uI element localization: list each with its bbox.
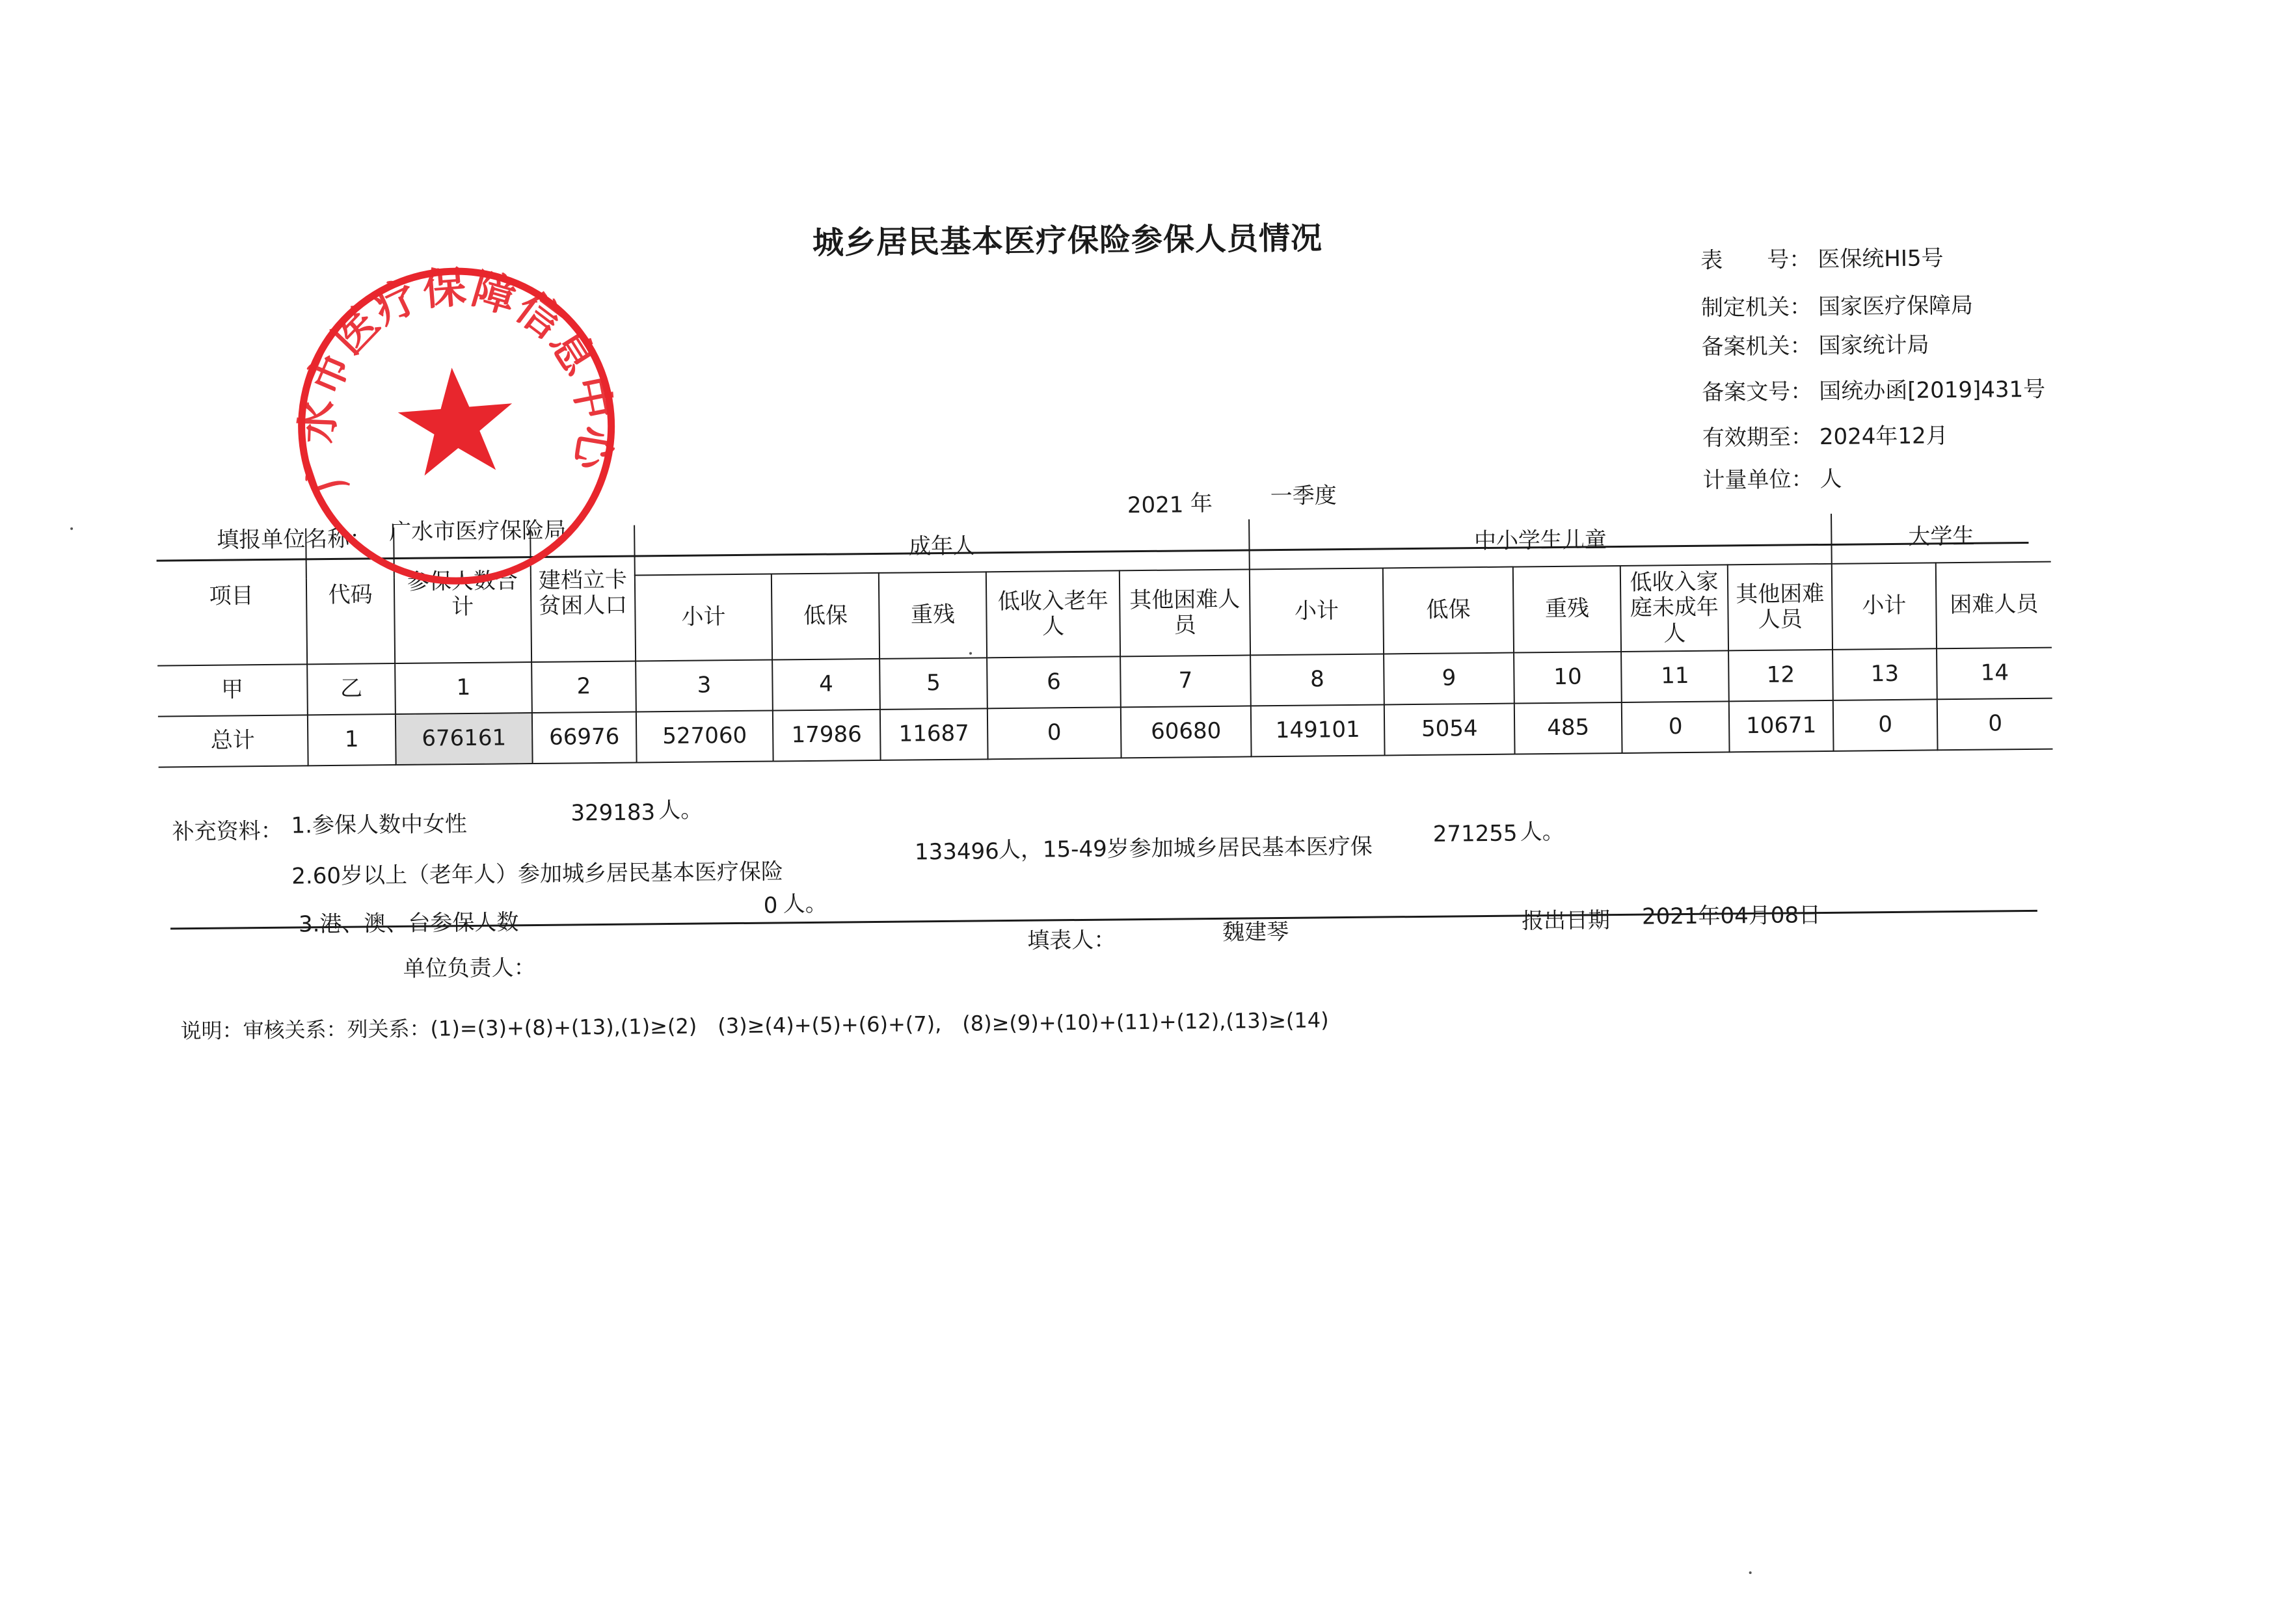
issuer-value: 国家医疗保障局 bbox=[1818, 292, 1974, 321]
index-cell: 甲 bbox=[157, 664, 308, 716]
header-adult-subtotal: 小计 bbox=[635, 574, 772, 661]
total-row-label: 总计 bbox=[158, 715, 308, 767]
header-student-disabled: 重残 bbox=[1513, 566, 1621, 653]
header-item: 项目 bbox=[156, 528, 307, 665]
header-poverty: 建档立卡贫困人口 bbox=[530, 526, 636, 663]
star-icon bbox=[395, 363, 517, 477]
supplement-elderly-count: 133496 bbox=[914, 838, 999, 866]
index-cell: 13 bbox=[1832, 648, 1937, 700]
total-row-cell: 527060 bbox=[636, 710, 773, 762]
filing-no-label: 备案文号： bbox=[1702, 379, 1813, 406]
form-no-value: 医保统HI5号 bbox=[1818, 245, 1944, 273]
report-year: 2021 bbox=[1127, 492, 1184, 519]
header-total: 参保人数合计 bbox=[394, 526, 531, 663]
header-student-other-hardship: 其他困难人员 bbox=[1728, 564, 1832, 651]
seal-graphic bbox=[282, 251, 632, 601]
total-row-cell: 485 bbox=[1514, 702, 1622, 754]
supplement-line1-text: 1.参保人数中女性 bbox=[291, 811, 468, 839]
unit-value: 人 bbox=[1819, 466, 1842, 493]
scan-speck bbox=[1749, 1571, 1752, 1574]
index-cell: 7 bbox=[1120, 655, 1251, 707]
group-header-student: 中小学生儿童 bbox=[1249, 514, 1832, 570]
header-college-hardship: 困难人员 bbox=[1936, 562, 2052, 649]
report-date-value: 2021年04月08日 bbox=[1641, 902, 1821, 930]
total-row-cell: 10671 bbox=[1729, 700, 1834, 752]
group-header-college: 大学生 bbox=[1831, 512, 2051, 564]
year-label: 年 bbox=[1190, 490, 1213, 517]
index-cell: 乙 bbox=[307, 663, 396, 715]
total-row-cell: 0 bbox=[1937, 699, 2053, 751]
scan-speck bbox=[70, 527, 73, 530]
index-cell: 4 bbox=[772, 659, 880, 711]
supplement-15-49-count: 271255 bbox=[1432, 820, 1518, 847]
unit-label: 计量单位： bbox=[1702, 466, 1814, 494]
total-row-cell: 5054 bbox=[1384, 704, 1515, 756]
filler-name: 魏建琴 bbox=[1222, 918, 1289, 946]
index-cell: 5 bbox=[879, 658, 987, 710]
supplement-line2-unit: 人。 bbox=[1520, 818, 1564, 845]
filing-org-label: 备案机关： bbox=[1701, 333, 1812, 360]
index-cell: 14 bbox=[1937, 648, 2052, 700]
index-cell: 11 bbox=[1621, 650, 1729, 702]
header-college-subtotal: 小计 bbox=[1832, 563, 1937, 650]
valid-until-value: 2024年12月 bbox=[1819, 423, 1948, 451]
index-cell: 2 bbox=[531, 661, 636, 713]
valid-until-label: 有效期至： bbox=[1702, 424, 1814, 451]
issuer-label: 制定机关： bbox=[1700, 294, 1812, 321]
supplement-line2-mid: 人，15-49岁参加城乡居民基本医疗保 bbox=[998, 833, 1373, 864]
header-adult-other-hardship: 其他困难人员 bbox=[1120, 569, 1250, 656]
total-row-cell: 0 bbox=[1622, 701, 1730, 753]
filing-org-value: 国家统计局 bbox=[1818, 332, 1929, 360]
reporter-label: 填报单位名称： bbox=[217, 526, 372, 553]
filing-no-value: 国统办函[2019]431号 bbox=[1819, 376, 2046, 405]
header-student-low-income-minor: 低收入家庭未成年人 bbox=[1620, 565, 1728, 652]
index-cell: 3 bbox=[636, 659, 773, 712]
total-row-cell: 60680 bbox=[1121, 706, 1252, 758]
total-row-cell: 17986 bbox=[773, 710, 881, 762]
index-cell: 8 bbox=[1250, 654, 1384, 706]
total-row-cell: 66976 bbox=[532, 712, 637, 764]
seal-lettering-path: 广水市医疗保障信息中心 bbox=[292, 261, 621, 500]
form-no-label: 表 号： bbox=[1700, 246, 1812, 274]
header-adult-low-income-elderly: 低收入老年人 bbox=[986, 570, 1120, 658]
supplement-line3-unit: 人。 bbox=[783, 890, 827, 918]
report-title: 城乡居民基本医疗保险参保人员情况 bbox=[812, 220, 1323, 261]
index-cell: 10 bbox=[1514, 652, 1622, 704]
supplement-line3-text: 3.港、澳、台参保人数 bbox=[298, 909, 519, 938]
total-row-cell: 11687 bbox=[880, 708, 988, 760]
supplement-line1-unit: 人。 bbox=[658, 797, 703, 824]
total-row-code: 1 bbox=[308, 714, 396, 765]
group-header-adult: 成年人 bbox=[634, 519, 1250, 575]
index-cell: 12 bbox=[1728, 650, 1833, 702]
header-student-subtotal: 小计 bbox=[1250, 568, 1384, 655]
supplement-hmt-count: 0 bbox=[763, 892, 778, 919]
reporter-value: 广水市医疗保险局 bbox=[389, 517, 567, 546]
index-cell: 9 bbox=[1384, 653, 1514, 705]
index-cell: 1 bbox=[395, 662, 532, 714]
total-row-cell: 0 bbox=[1833, 699, 1938, 751]
total-row-cell: 0 bbox=[987, 707, 1121, 759]
unit-head-label: 单位负责人： bbox=[403, 955, 536, 982]
supplement-line2-text: 2.60岁以上（老年人）参加城乡居民基本医疗保险 bbox=[291, 859, 784, 890]
filler-label: 填表人： bbox=[1027, 927, 1116, 954]
report-period: 一季度 bbox=[1270, 483, 1337, 510]
audit-note: 说明：审核关系：列关系：(1)=(3)+(8)+(13),(1)≥(2) (3)≥(4)+(5)+(6)+(7), (8)≥(9)+(10)+(11)+(12),(13)≥(14) bbox=[180, 1007, 1329, 1044]
total-participants-cell: 676161 bbox=[396, 713, 533, 765]
header-adult-disabled: 重残 bbox=[879, 572, 987, 659]
header-student-dibao: 低保 bbox=[1383, 567, 1514, 654]
total-row-cell: 149101 bbox=[1251, 704, 1385, 756]
scan-speck bbox=[969, 652, 972, 655]
supplement-female-count: 329183 bbox=[570, 799, 656, 827]
report-date-label: 报出日期 bbox=[1521, 907, 1611, 935]
index-cell: 6 bbox=[987, 656, 1121, 708]
header-code: 代码 bbox=[306, 527, 395, 664]
official-seal bbox=[282, 251, 632, 601]
header-adult-dibao: 低保 bbox=[772, 573, 879, 660]
supplement-label: 补充资料： bbox=[172, 818, 283, 845]
